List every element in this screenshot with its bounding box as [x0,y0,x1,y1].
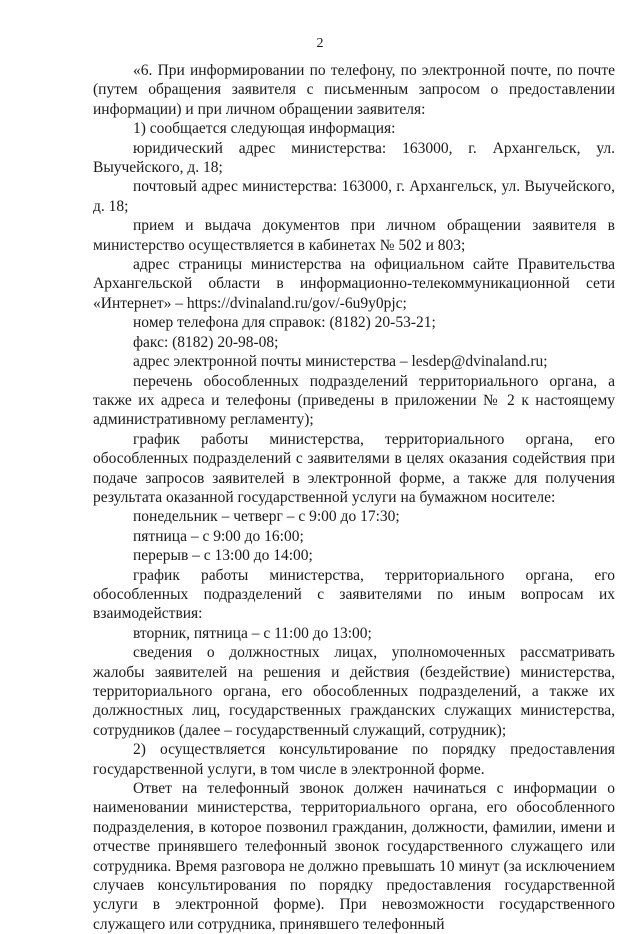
document-body [93,61,615,934]
paragraph: сведения о должностных лицах, уполномоченных рассматривать жалобы заявителей на решения и действия (бездействие) министерства, территориального органа, его обособленных подразделений, а также их должностных лиц, государственных гражданских служащих министерства, сотрудников (далее – государственный служащий, сотрудник); [93,644,615,739]
paragraph: график работы министерства, территориального органа, его обособленных подразделений с заявителями по иным вопросам их взаимодействия: [93,566,615,623]
paragraph: прием и выдача документов при личном обращении заявителя в министерство осуществляется в кабинетах № 502 и 803; [93,217,615,254]
paragraph: юридический адрес министерства: 163000, г. Архангельск, ул. Выучейского, д. 18; [93,139,615,177]
paragraph: адрес электронной почты министерства – lesdep@dvinaland.ru; [133,353,548,371]
paragraph: 2) осуществляется консультирование по порядку предоставления государственной услуги, в том числе в электронной форме. [93,741,615,778]
paragraph: график работы министерства, территориального органа, его обособленных подразделений с заявителями в целях оказания содействия при подаче запросов заявителей в электронной форме, а также для получения результата оказанной государственной услуги на бумажном носителе: [93,430,615,506]
paragraph: 1) сообщается следующая информация: [133,120,396,138]
paragraph: адрес страницы министерства на официальном сайте Правительства Архангельской области в информационно-телекоммуникационной сети «Интернет» – https://dvinaland.ru/gov/-6u9y0pjc; [93,256,615,312]
paragraph: «6. При информировании по телефону, по электронной почте, по почте (путем обращения заявителя с письменным запросом о предоставлении информации) и при личном обращении заявителя: [93,62,615,118]
paragraph: перечень обособленных подразделений территориального органа, а также их адреса и телефоны (приведены в приложении № 2 к настоящему административному регламенту); [93,372,615,429]
paragraph: вторник, пятница – с 11:00 до 13:00; [133,624,372,642]
paragraph: пятница – с 9:00 до 16:00; [133,527,304,545]
paragraph: понедельник – четверг – с 9:00 до 17:30; [133,508,400,526]
paragraph: факс: (8182) 20-98-08; [133,333,279,351]
page-number: 2 [316,36,324,51]
paragraph: почтовый адрес министерства: 163000, г. Архангельск, ул. Выучейского, д. 18; [93,178,615,215]
paragraph: перерыв – с 13:00 до 14:00; [133,547,313,565]
paragraph: номер телефона для справок: (8182) 20-53-21; [133,314,436,332]
paragraph: Ответ на телефонный звонок должен начинаться с информации о наименовании министерства, территориального органа, его обособленного подразделения, в которое позвонил гражданин, должности, фамилии, имени и отчестве принявшего телефонный звонок государственного служащего или сотрудника. Время разговора не должно превышать 10 минут (за исключением случаев консультирования по порядку предоставления государственной услуги в электронной форме). При невозможности государственного служащего или сотрудника, принявшего телефонный [93,780,615,933]
